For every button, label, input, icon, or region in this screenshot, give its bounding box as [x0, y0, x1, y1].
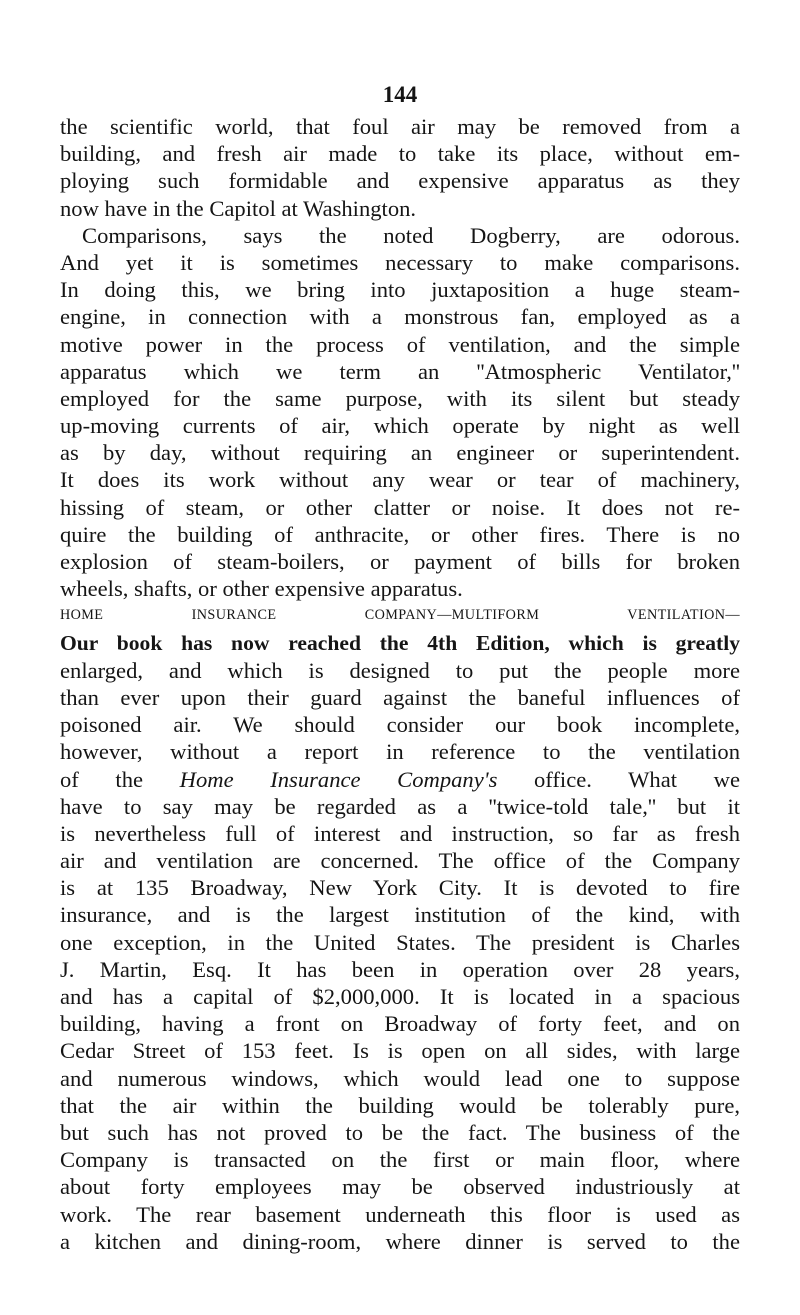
text-line: And yet it is sometimes necessary to make comparisons.	[60, 249, 740, 275]
text-line: motive power in the process of ventilation, and the simple	[60, 331, 740, 357]
text-line: work. The rear basement underneath this floor is used as	[60, 1201, 740, 1227]
text-line: however, without a report in reference to the ventilation	[60, 739, 740, 765]
text-line: quire the building of anthracite, or other fires. There is no	[60, 521, 740, 547]
text-line-mixed	[60, 766, 740, 793]
text-line: apparatus which we term an ''Atmospheric Ventilator,''	[60, 358, 740, 384]
text-fragment: office. What we	[534, 766, 740, 792]
text-line: building, having a front on Broadway of forty feet, and on	[60, 1011, 740, 1037]
text-line: enlarged, and which is designed to put the people more	[60, 657, 740, 683]
text-line: ploying such formidable and expensive apparatus as they	[60, 168, 740, 194]
text-line: Our book has now reached the 4th Edition, which is greatly	[60, 630, 740, 655]
text-line: now have in the Capitol at Washington.	[60, 195, 417, 221]
company-name-italic: Home Insurance Company's	[179, 766, 498, 792]
text-line: employed for the same purpose, with its silent but steady	[60, 385, 740, 411]
text-line: It does its work without any wear or tear of machinery,	[60, 467, 740, 493]
text-line: insurance, and is the largest institution of the kind, with	[60, 902, 740, 928]
text-line: In doing this, we bring into juxtaposition a huge steam-	[60, 277, 740, 303]
text-line: up-moving currents of air, which operate by night as well	[60, 413, 740, 439]
text-line: J. Martin, Esq. It has been in operation over 28 years,	[60, 956, 740, 982]
page-number: 144	[382, 82, 418, 107]
text-line: one exception, in the United States. The president is Charles	[60, 929, 740, 955]
text-line: Cedar Street of 153 feet. Is is open on all sides, with large	[60, 1038, 740, 1064]
text-line: about forty employees may be observed industriously at	[60, 1174, 740, 1200]
text-line: the scientific world, that foul air may be removed from a	[60, 114, 740, 139]
text-line: as by day, without requiring an engineer or superintendent.	[60, 440, 740, 466]
text-line: engine, in connection with a monstrous fan, employed as a	[60, 304, 740, 330]
text-line: air and ventilation are concerned. The office of the Company	[60, 848, 740, 874]
text-line: explosion of steam-boilers, or payment of bills for broken	[60, 549, 740, 574]
text-line: that the air within the building would be tolerably pure,	[60, 1092, 740, 1118]
text-line: wheels, shafts, or other expensive apparatus.	[60, 576, 463, 602]
section-heading: HOME INSURANCE COMPANY—MULTIFORM VENTILATION—	[60, 607, 740, 624]
text-line: poisoned air. We should consider our book incomplete,	[60, 712, 740, 738]
text-line: is at 135 Broadway, New York City. It is devoted to fire	[60, 875, 740, 901]
text-line: but such has not proved to be the fact. The business of the	[60, 1119, 740, 1145]
body-text	[60, 113, 740, 1255]
text-fragment: of the	[60, 766, 144, 792]
text-line: a kitchen and dining-room, where dinner is served to the	[60, 1228, 740, 1254]
text-line: is nevertheless full of interest and instruction, so far as fresh	[60, 820, 740, 846]
text-line: than ever upon their guard against the baneful influences of	[60, 684, 740, 710]
text-line: Company is transacted on the first or main floor, where	[60, 1147, 740, 1173]
text-line: Comparisons, says the noted Dogberry, are odorous.	[82, 222, 740, 248]
text-line: and numerous windows, which would lead one to suppose	[60, 1065, 740, 1091]
text-line: and has a capital of $2,000,000. It is located in a spacious	[60, 984, 740, 1009]
text-line: have to say may be regarded as a ''twice-told tale,'' but it	[60, 793, 740, 819]
text-line: building, and fresh air made to take its place, without em-	[60, 141, 740, 167]
text-line: hissing of steam, or other clatter or noise. It does not re-	[60, 494, 740, 520]
